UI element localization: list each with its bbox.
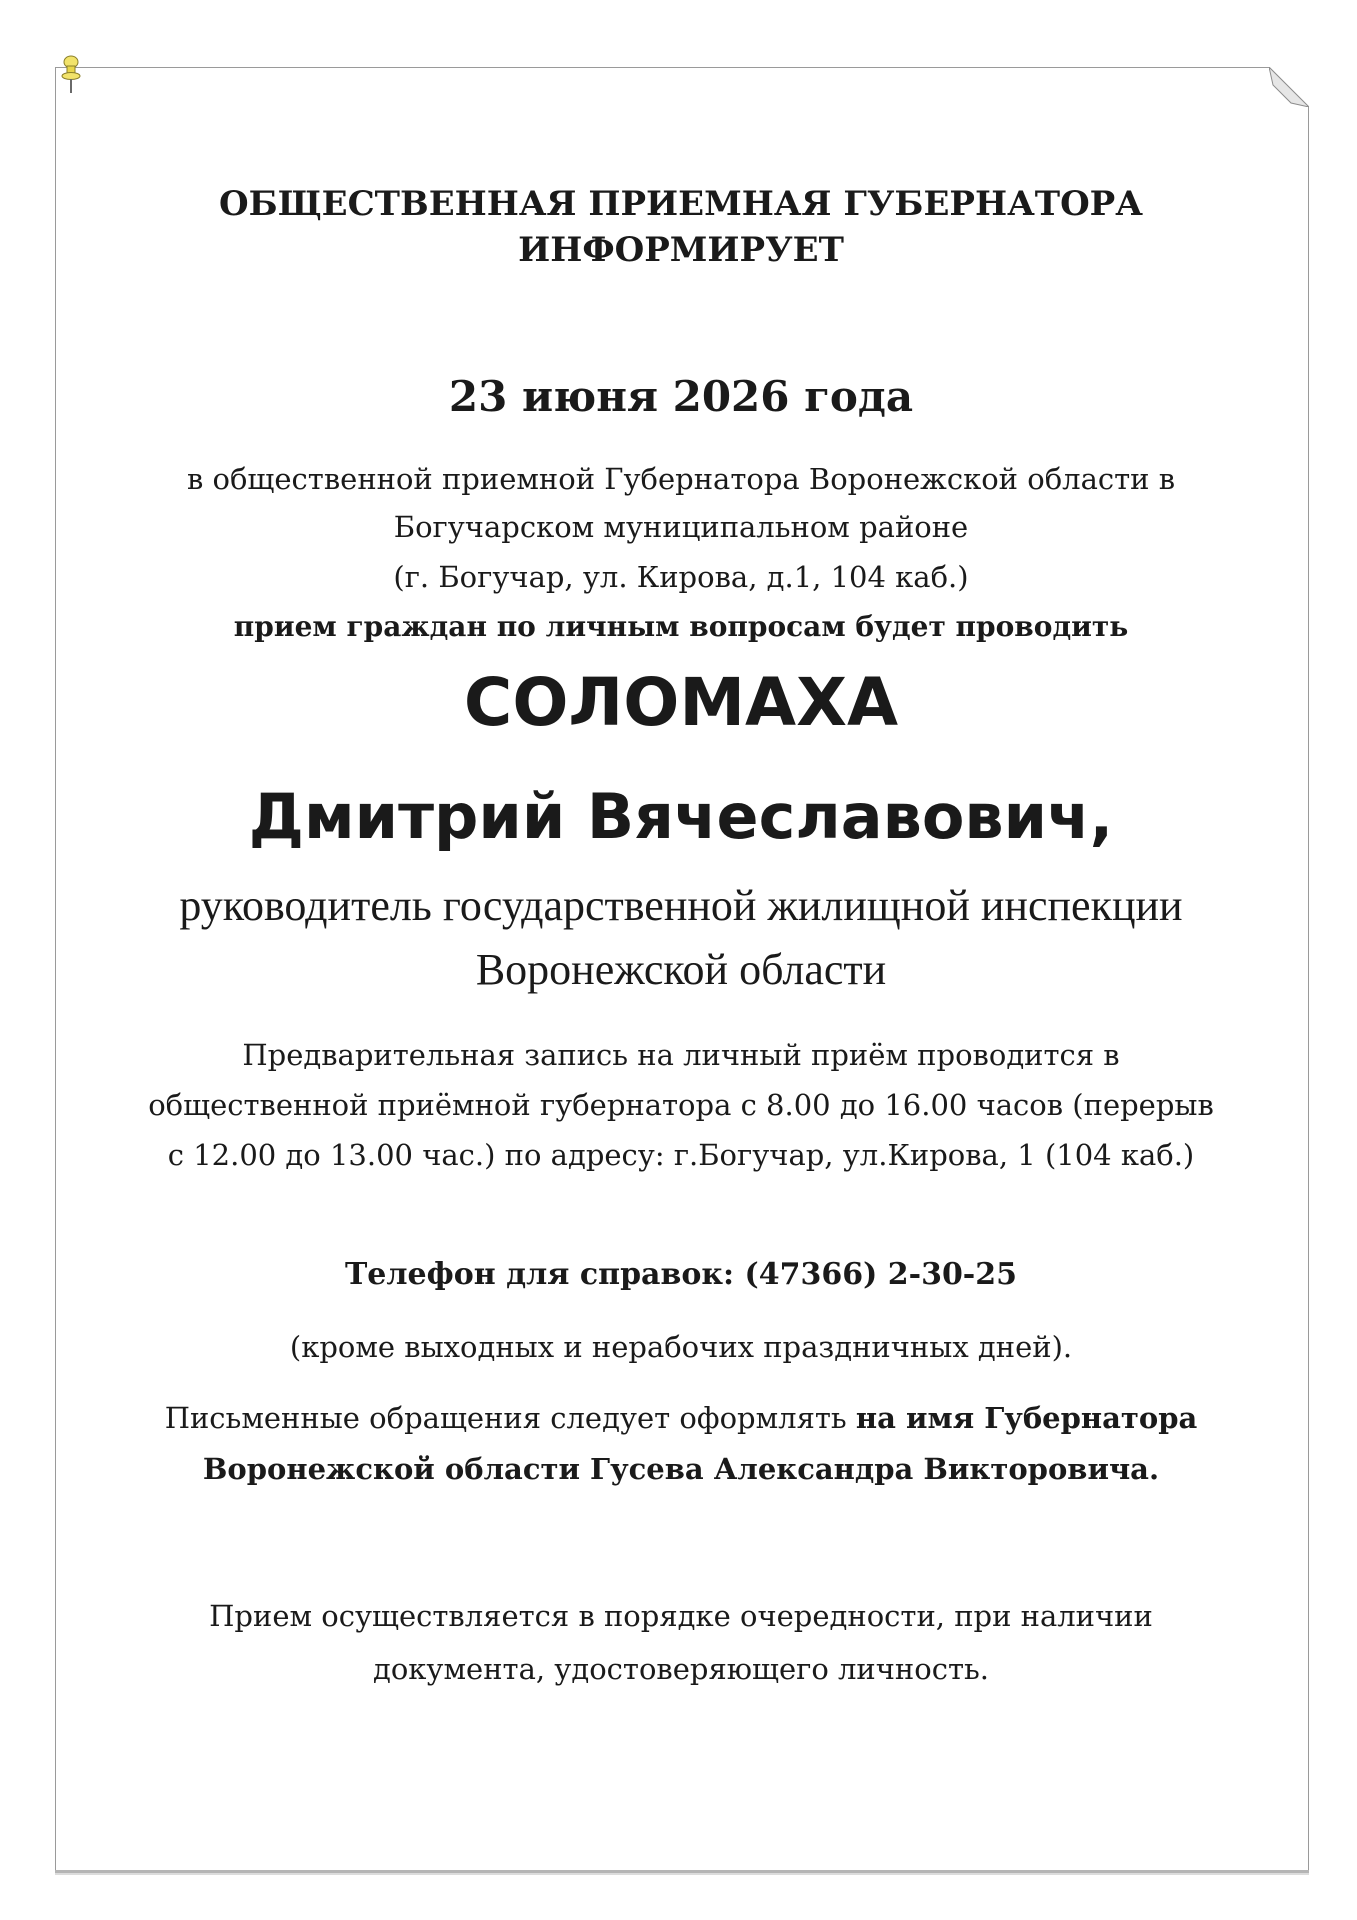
footer-line-1: Прием осуществляется в порядке очередности, при наличии — [209, 1599, 1153, 1633]
official-position-line-2: Воронежской области — [475, 945, 887, 994]
location-line-2: Богучарском муниципальном районе — [393, 510, 969, 544]
page-curl-icon — [1269, 67, 1309, 107]
written-appeals-line-1 — [55, 1401, 1307, 1435]
event-date: 23 июня 2026 года — [448, 372, 914, 421]
written-appeals-line-2: Воронежской области Гусева Александра Викторовича. — [202, 1452, 1160, 1486]
written-appeals-prefix: Письменные обращения следует оформлять — [164, 1401, 856, 1435]
header-line-1: ОБЩЕСТВЕННАЯ ПРИЕМНАЯ ГУБЕРНАТОРА — [219, 184, 1143, 224]
intro-text: прием граждан по личным вопросам будет проводить — [233, 610, 1129, 643]
registration-line-3: с 12.00 до 13.00 час.) по адресу: г.Богучар, ул.Кирова, 1 (104 каб.) — [167, 1138, 1195, 1172]
phone-note: (кроме выходных и нерабочих праздничных дней). — [289, 1330, 1073, 1364]
written-appeals-addressee: на имя Губернатора — [855, 1401, 1198, 1435]
phone-info: Телефон для справок: (47366) 2-30-25 — [344, 1257, 1018, 1292]
footer-line-2: документа, удостоверяющего личность. — [372, 1652, 990, 1686]
location-line-1: в общественной приемной Губернатора Воронежской области в — [186, 462, 1176, 496]
registration-line-2: общественной приёмной губернатора с 8.00 до 16.00 часов (перерыв — [148, 1088, 1214, 1122]
official-position-line-1: руководитель государственной жилищной инспекции — [179, 881, 1183, 930]
pushpin-icon — [60, 55, 82, 95]
official-name: Дмитрий Вячеславович, — [248, 780, 1114, 853]
location-address: (г. Богучар, ул. Кирова, д.1, 104 каб.) — [393, 560, 969, 594]
registration-line-1: Предварительная запись на личный приём проводится в — [242, 1038, 1120, 1072]
official-surname: СОЛОМАХА — [463, 664, 899, 741]
header-line-2: ИНФОРМИРУЕТ — [518, 230, 844, 270]
